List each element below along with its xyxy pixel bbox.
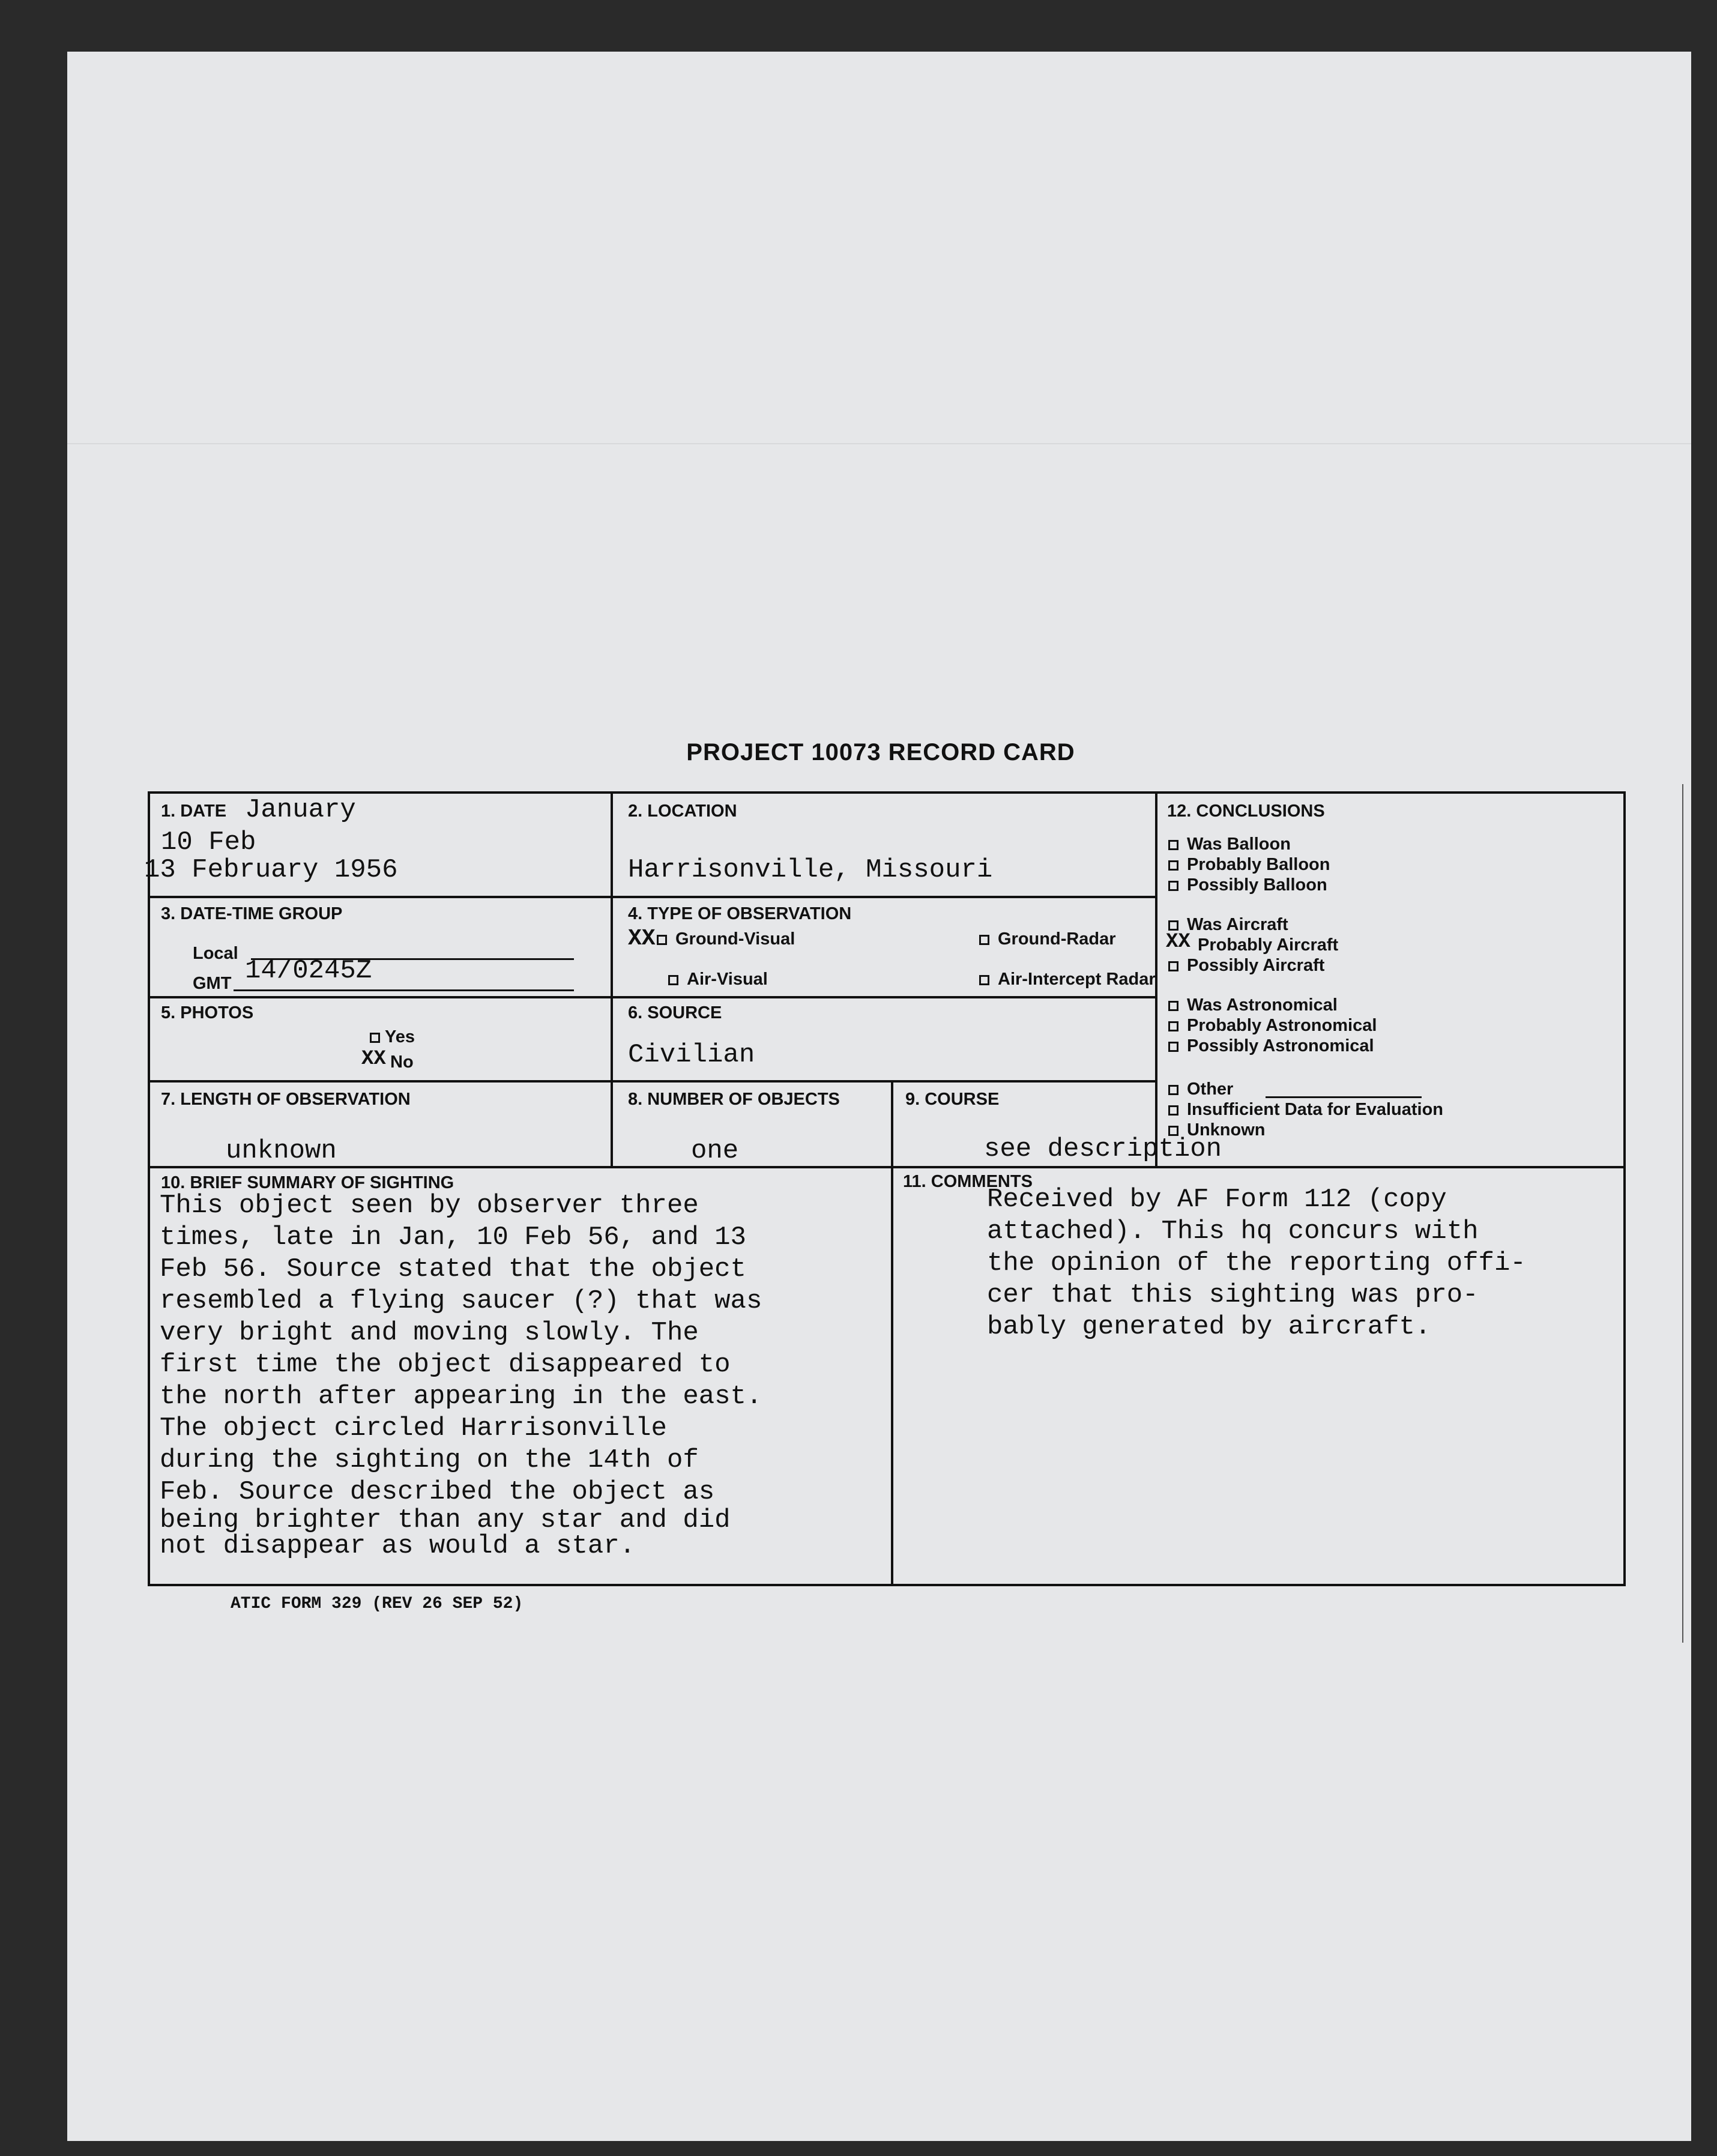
conclusion-label: Was Aircraft	[1187, 915, 1288, 934]
checkbox-icon	[370, 1033, 380, 1043]
date-time-group-label: 3. DATE-TIME GROUP	[161, 904, 343, 923]
summary-label: 10. BRIEF SUMMARY OF SIGHTING	[161, 1173, 454, 1192]
conclusions-label: 12. CONCLUSIONS	[1167, 802, 1325, 821]
comments-line: Received by AF Form 112 (copy	[987, 1185, 1447, 1215]
location-value: Harrisonville, Missouri	[628, 855, 993, 885]
number-of-objects-value: one	[691, 1136, 739, 1166]
checkbox-icon	[979, 935, 989, 945]
conclusion-probably-astronomical	[1168, 1016, 1377, 1036]
photos-yes-label: Yes	[385, 1027, 415, 1046]
conclusion-label: Was Astronomical	[1187, 995, 1338, 1015]
gmt-label: GMT	[193, 974, 232, 993]
conclusion-other	[1168, 1080, 1233, 1099]
record-card	[144, 738, 1626, 1561]
summary-line: Feb 56. Source stated that the object	[160, 1254, 746, 1284]
photos-no-mark: XX	[361, 1048, 386, 1070]
checkbox-icon	[1168, 1126, 1178, 1136]
conclusion-label: Possibly Astronomical	[1187, 1036, 1374, 1055]
conclusion-possibly-balloon	[1168, 875, 1327, 895]
comments-line: attached). This hq concurs with	[987, 1216, 1479, 1246]
comments-text	[987, 1184, 1526, 1343]
conclusion-label: Unknown	[1187, 1120, 1266, 1140]
course-label: 9. COURSE	[905, 1090, 1000, 1109]
option-ground-visual-label: Ground-Visual	[675, 929, 795, 949]
divider-row2	[148, 996, 1156, 998]
option-ground-visual	[657, 929, 795, 949]
divider-row1	[148, 896, 1156, 898]
source-label: 6. SOURCE	[628, 1003, 722, 1022]
summary-line: the north after appearing in the east.	[160, 1381, 762, 1412]
option-air-visual-label: Air-Visual	[687, 970, 768, 989]
checkbox-icon	[1168, 840, 1178, 850]
probably-aircraft-mark: XX	[1166, 931, 1190, 953]
comments-line: the opinion of the reporting offi-	[987, 1248, 1526, 1278]
comments-label: 11. COMMENTS	[903, 1172, 1033, 1191]
checkbox-icon	[1168, 961, 1178, 971]
type-of-observation-label: 4. TYPE OF OBSERVATION	[628, 904, 852, 923]
divider-row4	[148, 1166, 1626, 1168]
comments-line: cer that this sighting was pro-	[987, 1280, 1479, 1310]
summary-line: being brighter than any star and did	[160, 1505, 731, 1535]
course-value: see description	[984, 1134, 1222, 1164]
conclusion-was-astronomical	[1168, 995, 1338, 1015]
checkbox-icon	[657, 935, 667, 945]
summary-line: resembled a flying saucer (?) that was	[160, 1286, 762, 1316]
conclusion-probably-balloon	[1168, 855, 1330, 875]
divider-col1	[611, 791, 613, 1166]
checkbox-icon	[1168, 1042, 1178, 1052]
local-label: Local	[193, 944, 238, 963]
summary-line: The object circled Harrisonville	[160, 1413, 667, 1443]
conclusion-label: Was Balloon	[1187, 835, 1291, 854]
other-underline	[1266, 1096, 1422, 1098]
summary-line: not disappear as would a star.	[160, 1531, 636, 1561]
date-label: 1. DATE	[161, 802, 227, 821]
summary-line: during the sighting on the 14th of	[160, 1445, 699, 1475]
gmt-underline	[234, 989, 574, 991]
summary-line: very bright and moving slowly. The	[160, 1318, 699, 1348]
option-air-intercept-radar	[979, 970, 1156, 989]
summary-line: first time the object disappeared to	[160, 1350, 731, 1380]
conclusion-label: Probably Balloon	[1187, 855, 1330, 874]
option-air-intercept-radar-label: Air-Intercept Radar	[998, 970, 1156, 989]
checkbox-icon	[1168, 1105, 1178, 1116]
checkbox-icon	[1168, 1021, 1178, 1031]
conclusion-unknown	[1168, 1120, 1266, 1140]
conclusion-label: Other	[1187, 1080, 1234, 1099]
conclusion-possibly-astronomical	[1168, 1036, 1374, 1056]
conclusion-label: Insufficient Data for Evaluation	[1187, 1100, 1443, 1119]
conclusion-possibly-aircraft	[1168, 956, 1324, 976]
scanned-page	[67, 52, 1691, 2141]
form-footer: ATIC FORM 329 (REV 26 SEP 52)	[231, 1595, 524, 1613]
conclusion-label: Probably Astronomical	[1187, 1016, 1377, 1035]
summary-line: times, late in Jan, 10 Feb 56, and 13	[160, 1222, 746, 1252]
card-title: PROJECT 10073 RECORD CARD	[686, 739, 1075, 765]
checkbox-icon	[1168, 1085, 1178, 1095]
date-line-2: 10 Feb	[161, 827, 256, 857]
page-edge-shadow	[1682, 784, 1683, 1643]
divider-row3	[148, 1080, 1156, 1083]
divider-course	[891, 1083, 893, 1586]
checkbox-icon	[1168, 920, 1178, 931]
ground-visual-mark: XX	[628, 926, 656, 952]
option-ground-radar	[979, 929, 1116, 949]
date-line-3: 13 February 1956	[144, 855, 398, 885]
location-label: 2. LOCATION	[628, 802, 737, 821]
conclusion-was-balloon	[1168, 835, 1291, 854]
summary-line: Feb. Source described the object as	[160, 1477, 715, 1507]
checkbox-icon	[1168, 881, 1178, 891]
checkbox-icon	[668, 975, 678, 985]
photos-yes	[370, 1027, 415, 1047]
conclusion-insufficient-data	[1168, 1100, 1443, 1120]
checkbox-icon	[1168, 860, 1178, 871]
option-ground-radar-label: Ground-Radar	[998, 929, 1116, 949]
conclusion-probably-aircraft: Probably Aircraft	[1198, 935, 1339, 955]
photos-no-label: No	[390, 1052, 414, 1072]
gmt-value: 14/0245Z	[245, 956, 372, 986]
date-line-1: January	[245, 795, 356, 825]
option-air-visual	[668, 970, 768, 989]
number-of-objects-label: 8. NUMBER OF OBJECTS	[628, 1090, 840, 1109]
summary-text	[160, 1190, 762, 1560]
checkbox-icon	[1168, 1001, 1178, 1011]
length-of-observation-label: 7. LENGTH OF OBSERVATION	[161, 1090, 411, 1109]
summary-line: This object seen by observer three	[160, 1191, 699, 1221]
source-value: Civilian	[628, 1040, 755, 1070]
conclusion-label: Possibly Balloon	[1187, 875, 1327, 895]
comments-line: bably generated by aircraft.	[987, 1312, 1431, 1342]
photos-label: 5. PHOTOS	[161, 1003, 254, 1022]
length-of-observation-value: unknown	[226, 1136, 337, 1166]
page-fold-line	[67, 443, 1691, 444]
conclusion-label: Possibly Aircraft	[1187, 956, 1325, 975]
checkbox-icon	[979, 975, 989, 985]
